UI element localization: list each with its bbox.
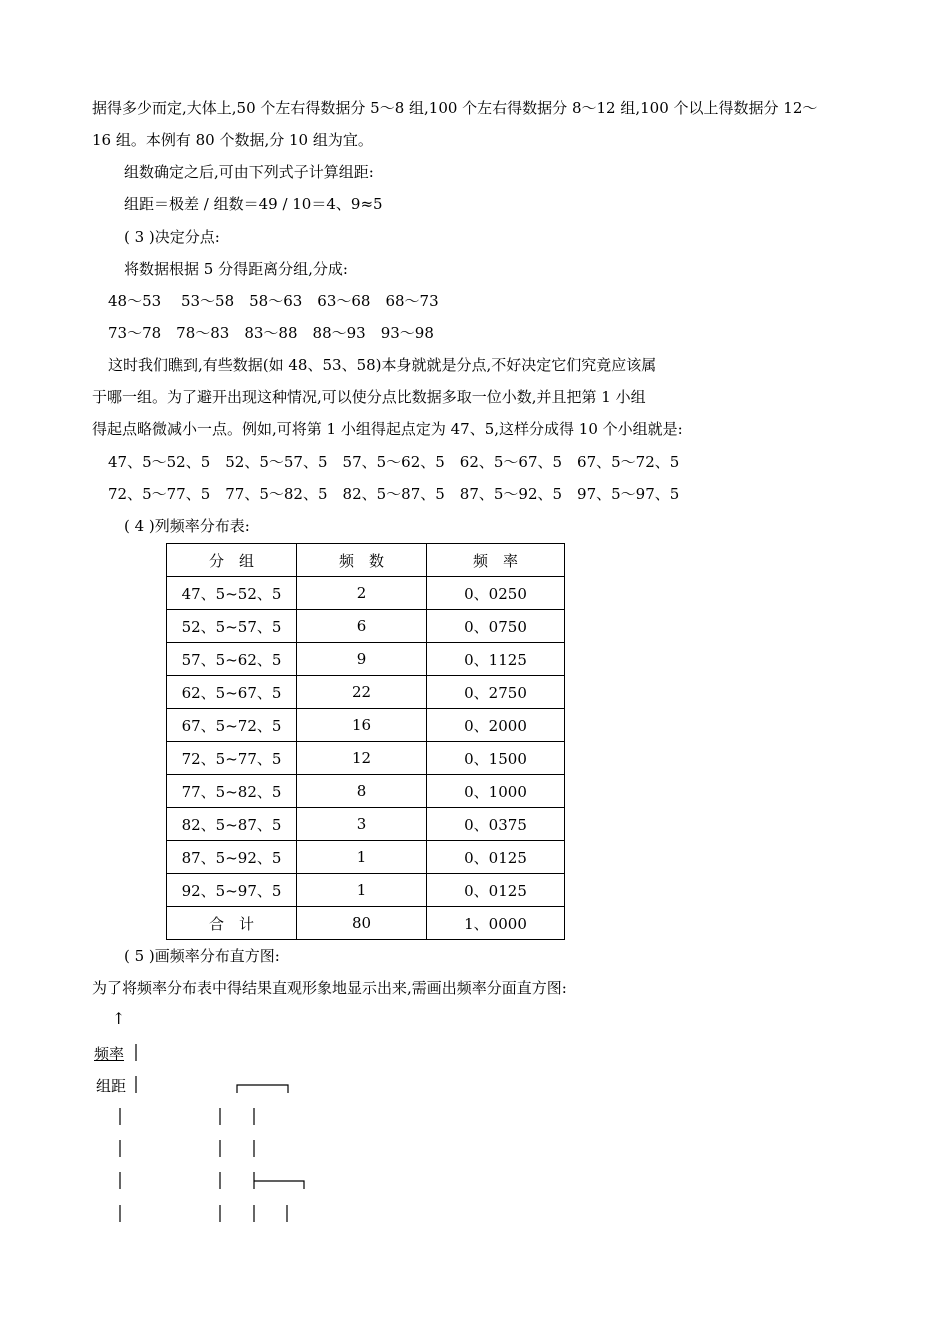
table-row	[167, 775, 565, 808]
cell-count: 22	[297, 676, 427, 709]
cell-group: 72、5~77、5	[167, 742, 297, 775]
cell-count: 6	[297, 610, 427, 643]
cell-group: 82、5~87、5	[167, 808, 297, 841]
cell-group: 57、5~62、5	[167, 643, 297, 676]
table-total-row	[167, 907, 565, 940]
table-row	[167, 643, 565, 676]
interval-row-3: 47、5～52、5 52、5～57、5 57、5～62、5 62、5～67、5 67、5～72、5	[108, 453, 680, 471]
section-heading-5: ( 5 )画频率分布直方图:	[124, 947, 280, 965]
histogram-sketch	[88, 1005, 348, 1235]
cell-group: 92、5~97、5	[167, 874, 297, 907]
cell-group: 77、5~82、5	[167, 775, 297, 808]
table-row	[167, 742, 565, 775]
table-row	[167, 808, 565, 841]
cell-count: 3	[297, 808, 427, 841]
table-row	[167, 610, 565, 643]
cell-count: 9	[297, 643, 427, 676]
paragraph-line-2: 16 组。本例有 80 个数据,分 10 组为宜。	[92, 131, 373, 149]
table-row	[167, 577, 565, 610]
section-heading-4: ( 4 )列频率分布表:	[124, 517, 250, 535]
header-frequency: 频 率	[427, 544, 565, 577]
paragraph-line-3: 组数确定之后,可由下列式子计算组距:	[124, 163, 374, 181]
y-axis-label-bottom: 组距	[96, 1077, 127, 1095]
cell-count: 1	[297, 841, 427, 874]
cell-frequency: 0、0750	[427, 610, 565, 643]
cell-group: 52、5~57、5	[167, 610, 297, 643]
cell-count: 8	[297, 775, 427, 808]
cell-count: 2	[297, 577, 427, 610]
paragraph-line-1: 据得多少而定,大体上,50 个左右得数据分 5～8 组,100 个左右得数据分 8～12 组,100 个以上得数据分 12～	[92, 99, 818, 117]
cell-total-count: 80	[297, 907, 427, 940]
cell-frequency: 0、1500	[427, 742, 565, 775]
section-heading-3: ( 3 )决定分点:	[124, 228, 220, 246]
table-row	[167, 874, 565, 907]
up-arrow-icon: ↑	[112, 1009, 126, 1028]
table-row	[167, 676, 565, 709]
header-group: 分 组	[167, 544, 297, 577]
table-row	[167, 709, 565, 742]
interval-row-2: 73～78 78～83 83～88 88～93 93～98	[108, 324, 434, 342]
cell-count: 12	[297, 742, 427, 775]
formula-line: 组距＝极差 / 组数＝49 / 10＝4、9≈5	[124, 195, 383, 213]
frequency-table	[166, 543, 565, 940]
paragraph-line-11: 得起点略微减小一点。例如,可将第 1 小组得起点定为 47、5,这样分成得 10 个小组就是:	[92, 420, 683, 438]
paragraph-line-16: 为了将频率分布表中得结果直观形象地显示出来,需画出频率分面直方图:	[92, 979, 567, 997]
header-count: 频 数	[297, 544, 427, 577]
paragraph-line-10: 于哪一组。为了避开出现这种情况,可以使分点比数据多取一位小数,并且把第 1 小组	[92, 388, 646, 406]
histogram-bar-top	[254, 1181, 304, 1189]
table-header-row	[167, 544, 565, 577]
cell-frequency: 0、2000	[427, 709, 565, 742]
cell-total-frequency: 1、0000	[427, 907, 565, 940]
cell-frequency: 0、0375	[427, 808, 565, 841]
histogram-bar-top	[237, 1085, 288, 1093]
cell-total-label: 合 计	[167, 907, 297, 940]
interval-row-4: 72、5～77、5 77、5～82、5 82、5～87、5 87、5～92、5 97、5～97、5	[108, 485, 680, 503]
histogram-lines	[88, 1005, 348, 1235]
interval-row-1: 48～53 53～58 58～63 63～68 68～73	[108, 292, 439, 310]
cell-group: 87、5~92、5	[167, 841, 297, 874]
cell-group: 67、5~72、5	[167, 709, 297, 742]
cell-frequency: 0、1000	[427, 775, 565, 808]
paragraph-line-6: 将数据根据 5 分得距离分组,分成:	[124, 260, 348, 278]
cell-frequency: 0、1125	[427, 643, 565, 676]
cell-count: 16	[297, 709, 427, 742]
cell-frequency: 0、0125	[427, 874, 565, 907]
y-axis-label-top: 频率	[94, 1045, 125, 1063]
table-row	[167, 841, 565, 874]
cell-count: 1	[297, 874, 427, 907]
cell-group: 62、5~67、5	[167, 676, 297, 709]
cell-frequency: 0、0125	[427, 841, 565, 874]
cell-frequency: 0、2750	[427, 676, 565, 709]
cell-group: 47、5~52、5	[167, 577, 297, 610]
paragraph-line-9: 这时我们瞧到,有些数据(如 48、53、58)本身就就是分点,不好决定它们究竟应该属	[108, 356, 657, 374]
cell-frequency: 0、0250	[427, 577, 565, 610]
